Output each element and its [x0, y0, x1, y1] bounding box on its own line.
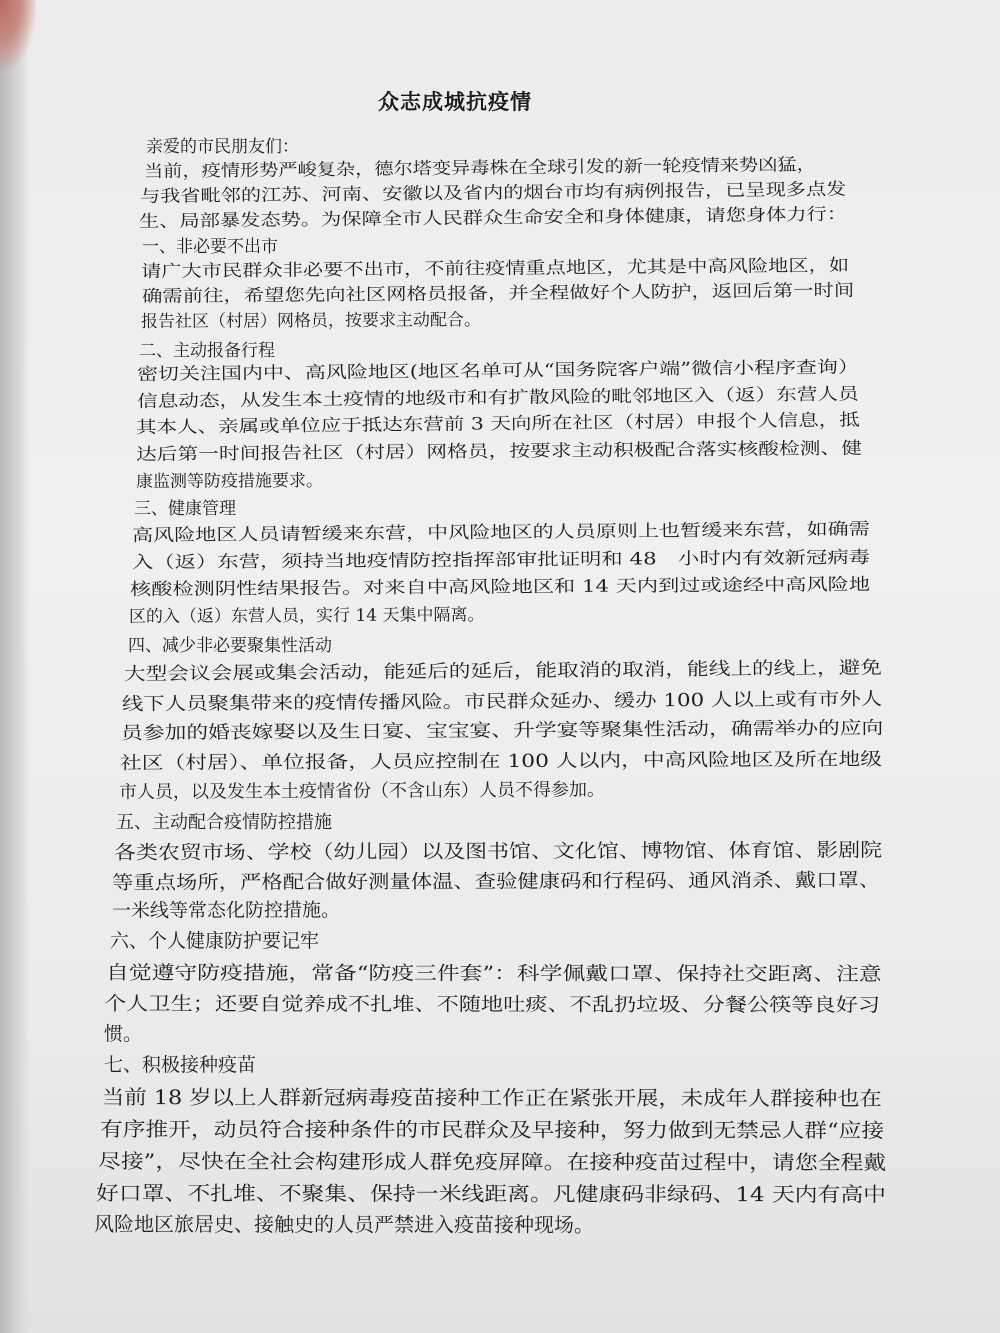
text-line: 尽接”，尽快在全社会构建形成人群免疫屏障。在接种疫苗过程中，请您全程戴 — [97, 1149, 887, 1175]
text-line: 高风险地区人员请暂缓来东营，中风险地区的人员原则上也暂缓来东营，如确需 — [131, 519, 870, 546]
text-line: 核酸检测阴性结果报告。对来自中高风险地区和 14 天内到过或途经中高风险地 — [129, 574, 871, 600]
text-line: 确需前往，希望您先向社区网格员报备，并全程做好个人防护，返回后第一时间 — [141, 280, 855, 307]
text-line: 信息动态，从发生本土疫情的地级市和有扩散风险的毗邻地区入（返）东营人员 — [136, 384, 859, 412]
text-line: 与我省毗邻的江苏、河南、安徽以及省内的烟台市均有病例报告，已呈现多点发 — [139, 179, 847, 207]
text-line: 区的入（返）东营人员，实行 14 天集中隔离。 — [128, 605, 485, 627]
text-line: 自觉遵守防疫措施，常备“防疫三件套”：科学佩戴口罩、保持社交距离、注意 — [105, 962, 882, 986]
text-line: 请广大市民群众非必要不出市，不前往疫情重点地区，尤其是中高风险地区，如 — [140, 255, 850, 282]
text-line: 六、个人健康防护要记牢 — [110, 930, 320, 952]
text-line: 员参加的婚丧嫁娶以及生日宴、宝宝宴、升学宴等聚集性活动，确需举办的应向 — [120, 717, 884, 744]
text-line: 一、非必要不出市 — [142, 237, 278, 257]
text-line: 等重点场所，严格配合做好测量体温、查验健康码和行程码、通风消杀、戴口罩、 — [111, 869, 881, 894]
text-line: 报告社区（村居）网格员，按要求主动配合。 — [140, 310, 482, 332]
text-line: 有序推开，动员符合接种条件的市民群众及早接种，努力做到无禁忌人群“应接 — [99, 1117, 885, 1143]
document-title: 众志成城抗疫情 — [378, 89, 532, 114]
text-line: 当前，疫情形势严峻复杂，德尔塔变异毒株在全球引发的新一轮疫情来势凶猛， — [143, 154, 816, 182]
text-line: 好口罩、不扎堆、不聚集、保持一米线距离。凡健康码非绿码、14 天内有高中 — [95, 1181, 887, 1207]
text-line: 二、主动报备行程 — [139, 341, 275, 361]
text-line: 四、减少非必要聚集性活动 — [128, 636, 332, 656]
text-line: 线下人员聚集带来的疫情传播风险。市民群众延办、缓办 100 人以上或有市外人 — [121, 688, 883, 715]
text-line: 亲爱的市民朋友们： — [146, 137, 299, 157]
paper-left-edge-shadow — [0, 0, 30, 1333]
corner-object — [0, 0, 36, 70]
text-line: 个人卫生；还要自觉养成不扎堆、不随地吐痰、不乱扔垃圾、分餐公筷等良好习 — [103, 993, 881, 1017]
text-line: 市人员，以及发生本土疫情省份（不含山东）人员不得参加。 — [118, 779, 606, 803]
text-line: 一米线等常态化防控措施。 — [111, 899, 341, 922]
text-line: 三、健康管理 — [134, 499, 236, 519]
text-line: 七、积极接种疫苗 — [104, 1054, 257, 1076]
text-line: 各类农贸市场、学校（幼儿园）以及图书馆、文化馆、博物馆、体育馆、影剧院 — [113, 839, 883, 864]
text-line: 生、局部暴发态势。为保障全市人民群众生命安全和身体健康，请您身体力行： — [138, 204, 848, 232]
text-line: 密切关注国内中、高风险地区(地区名单可从“国务院客户端”微信小程序查询） — [136, 357, 860, 385]
text-line: 其本人、亲属或单位应于抵达东营前 3 天向所在社区（村居）申报个人信息，抵 — [135, 410, 860, 438]
text-line: 大型会议会展或集会活动，能延后的延后，能取消的取消，能线上的线上，避免 — [123, 657, 882, 685]
text-line: 入（返）东营，须持当地疫情防控指挥部审批证明和 48 小时内有效新冠病毒 — [131, 547, 871, 573]
text-line: 惯。 — [104, 1023, 143, 1045]
text-line: 康监测等防疫措施要求。 — [135, 471, 324, 492]
text-line: 当前 18 岁以上人群新冠病毒疫苗接种工作正在紧张开展，未成年人群接种也在 — [101, 1085, 882, 1111]
text-line: 达后第一时间报告社区（村居）网格员，按要求主动积极配合落实核酸检测、健 — [135, 438, 862, 465]
text-line: 五、主动配合疫情防控措施 — [116, 812, 332, 833]
text-line: 社区（村居）、单位报备，人员应控制在 100 人以内，中高风险地区及所在地级 — [119, 749, 883, 774]
text-line: 风险地区旅居史、接触史的人员严禁进入疫苗接种现场。 — [93, 1212, 595, 1237]
